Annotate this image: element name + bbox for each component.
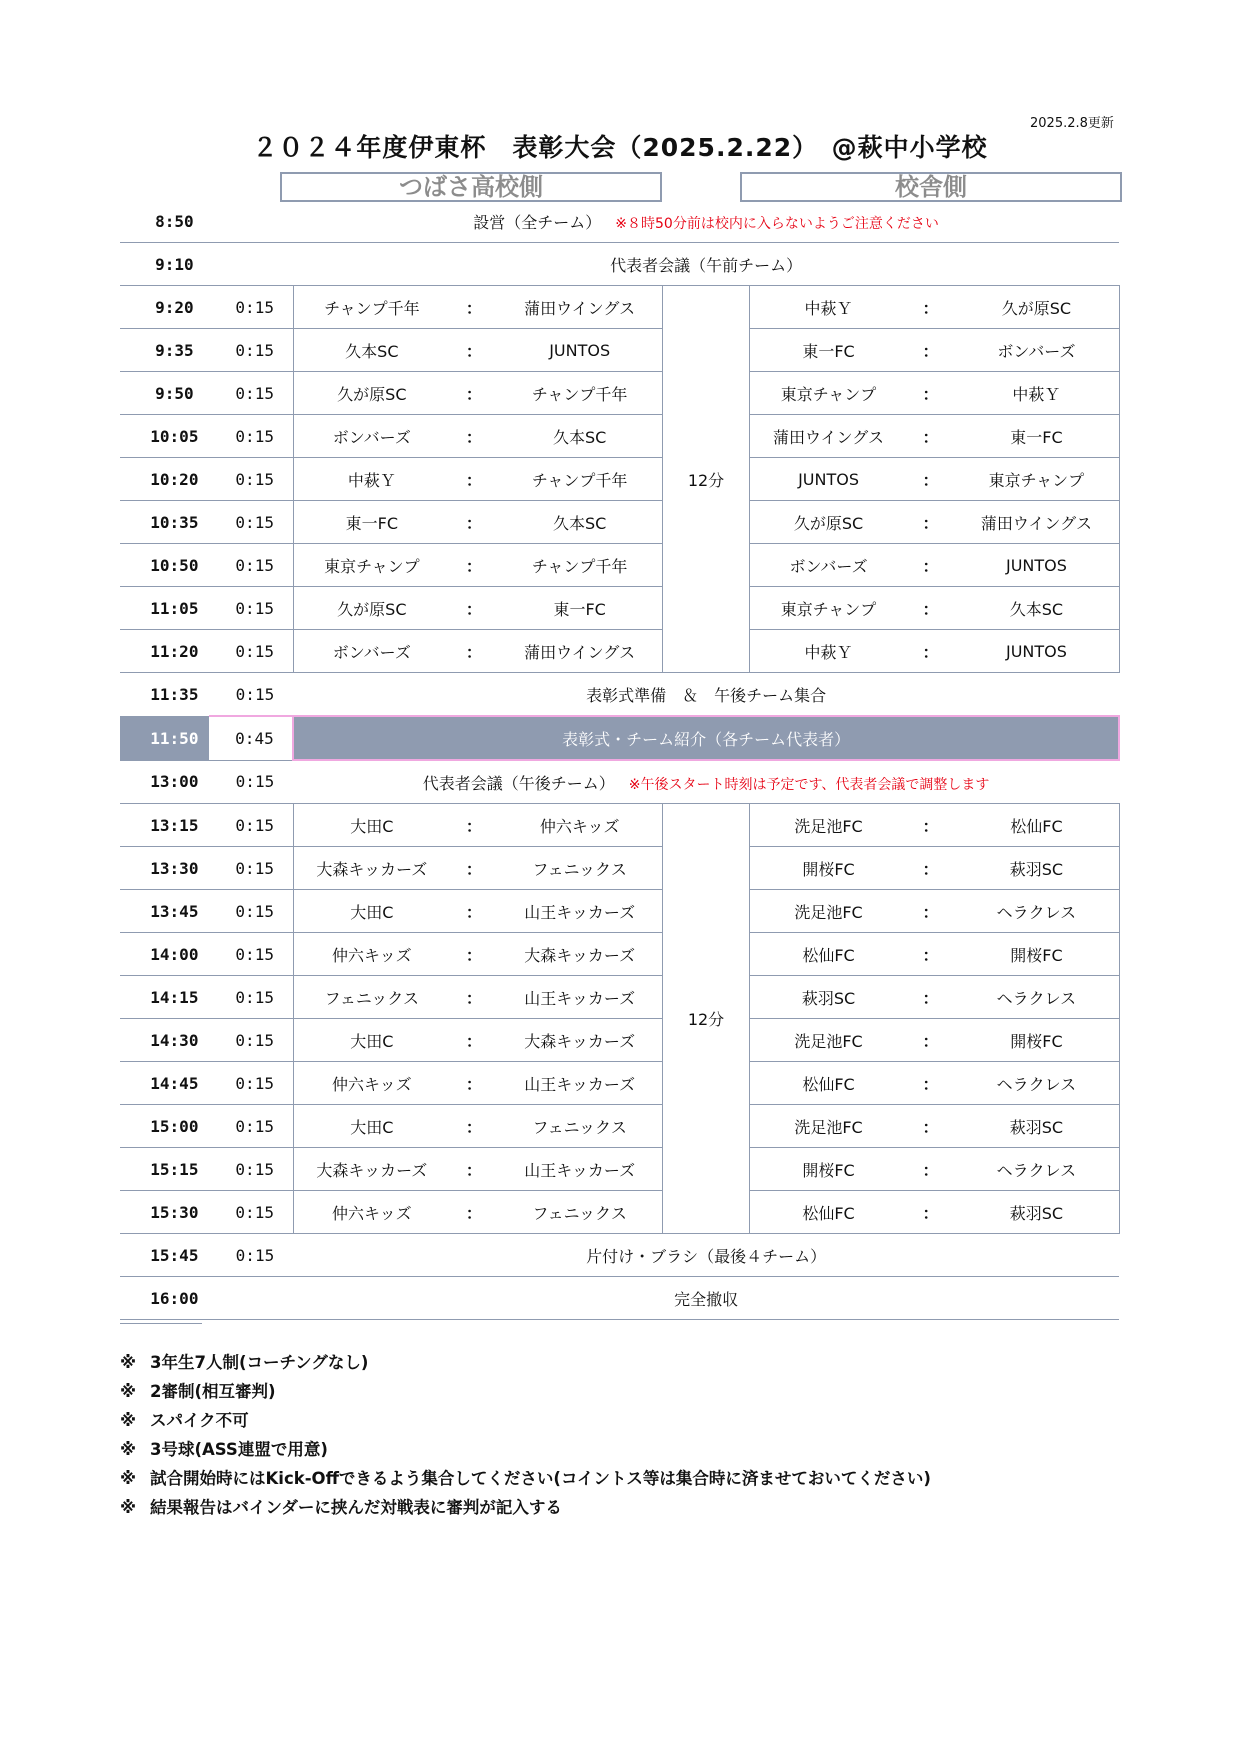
time-cell: 11:35 <box>120 673 209 717</box>
left-away-team: 山王キッカーズ <box>498 976 663 1019</box>
left-home-team: 大森キッカーズ <box>293 1148 450 1191</box>
right-home-team: 松仙FC <box>750 1062 907 1105</box>
duration-cell: 0:15 <box>209 847 293 890</box>
right-home-team: 開桜FC <box>750 847 907 890</box>
left-away-team: 山王キッカーズ <box>498 890 663 933</box>
vs-separator: ： <box>450 1105 498 1148</box>
event-text <box>293 760 1119 804</box>
right-away-team: ヘラクレス <box>954 976 1119 1019</box>
time-cell: 13:00 <box>120 760 209 804</box>
right-home-team: 洗足池FC <box>750 1019 907 1062</box>
left-away-team: 久本SC <box>498 501 663 544</box>
right-away-team: ヘラクレス <box>954 1148 1119 1191</box>
right-away-team: 萩羽SC <box>954 1105 1119 1148</box>
duration-cell: 0:15 <box>209 329 293 372</box>
vs-separator: ： <box>450 847 498 890</box>
duration-cell: 0:15 <box>209 804 293 847</box>
right-home-team: 中萩Ｙ <box>750 630 907 673</box>
left-home-team: 中萩Ｙ <box>293 458 450 501</box>
event-row-cleanup <box>120 1234 1119 1277</box>
time-cell: 11:20 <box>120 630 209 673</box>
left-home-team: チャンプ千年 <box>293 286 450 329</box>
vs-separator: ： <box>907 804 955 847</box>
right-away-team: 松仙FC <box>954 804 1119 847</box>
vs-separator: ： <box>450 976 498 1019</box>
right-away-team: ボンバーズ <box>954 329 1119 372</box>
time-cell: 11:05 <box>120 587 209 630</box>
time-cell: 15:30 <box>120 1191 209 1234</box>
left-home-team: 久が原SC <box>293 372 450 415</box>
vs-separator: ： <box>907 890 955 933</box>
time-cell: 15:45 <box>120 1234 209 1277</box>
duration-cell: 0:15 <box>209 458 293 501</box>
venue-header-right: 校舎側 <box>740 172 1122 202</box>
event-row-meeting_am <box>120 243 1119 286</box>
left-home-team: 東一FC <box>293 501 450 544</box>
time-cell: 8:50 <box>120 200 209 243</box>
vs-separator: ： <box>907 630 955 673</box>
match-row <box>120 329 1119 372</box>
vs-separator: ： <box>907 501 955 544</box>
match-interval: 12分 <box>662 804 750 1234</box>
vs-separator: ： <box>907 976 955 1019</box>
event-label: 完全撤収 <box>674 1289 739 1309</box>
right-home-team: 蒲田ウイングス <box>750 415 907 458</box>
time-cell: 15:00 <box>120 1105 209 1148</box>
right-away-team: ヘラクレス <box>954 1062 1119 1105</box>
left-away-team: 仲六キッズ <box>498 804 663 847</box>
duration-cell: 0:15 <box>209 673 293 717</box>
left-home-team: 大田C <box>293 1019 450 1062</box>
left-away-team: チャンプ千年 <box>498 544 663 587</box>
vs-separator: ： <box>907 329 955 372</box>
time-cell: 9:35 <box>120 329 209 372</box>
vs-separator: ： <box>450 1191 498 1234</box>
note-item <box>120 1493 931 1522</box>
left-home-team: 大田C <box>293 804 450 847</box>
vs-separator: ： <box>907 587 955 630</box>
time-cell: 16:00 <box>120 1277 209 1320</box>
duration-cell: 0:15 <box>209 760 293 804</box>
note-mark: ※ <box>120 1411 137 1430</box>
time-cell: 9:50 <box>120 372 209 415</box>
note-item <box>120 1464 931 1493</box>
vs-separator: ： <box>450 415 498 458</box>
match-row <box>120 933 1119 976</box>
vs-separator: ： <box>450 804 498 847</box>
vs-separator: ： <box>907 1062 955 1105</box>
right-away-team: 中萩Ｙ <box>954 372 1119 415</box>
event-text <box>293 200 1119 243</box>
vs-separator: ： <box>450 329 498 372</box>
event-row-meeting_pm <box>120 760 1119 804</box>
left-away-team: チャンプ千年 <box>498 372 663 415</box>
event-label: 設営（全チーム） <box>473 212 602 232</box>
duration-cell: 0:15 <box>209 1019 293 1062</box>
left-away-team: フェニックス <box>498 847 663 890</box>
note-text: 2審制(相互審判) <box>150 1382 276 1401</box>
left-home-team: 大森キッカーズ <box>293 847 450 890</box>
match-row <box>120 415 1119 458</box>
right-home-team: 久が原SC <box>750 501 907 544</box>
vs-separator: ： <box>450 1019 498 1062</box>
time-cell: 14:45 <box>120 1062 209 1105</box>
event-label: 代表者会議（午前チーム） <box>610 255 803 275</box>
right-away-team: 久本SC <box>954 587 1119 630</box>
left-away-team: 山王キッカーズ <box>498 1062 663 1105</box>
time-cell: 15:15 <box>120 1148 209 1191</box>
event-row-prep <box>120 673 1119 717</box>
vs-separator: ： <box>907 847 955 890</box>
vs-separator: ： <box>450 458 498 501</box>
right-home-team: ボンバーズ <box>750 544 907 587</box>
right-away-team: 蒲田ウイングス <box>954 501 1119 544</box>
match-row <box>120 458 1119 501</box>
duration-cell: 0:15 <box>209 1062 293 1105</box>
event-row-ceremony <box>120 716 1119 760</box>
note-text: 3年生7人制(コーチングなし) <box>150 1353 369 1372</box>
left-away-team: フェニックス <box>498 1105 663 1148</box>
duration-cell <box>209 1277 293 1320</box>
left-home-team: ボンバーズ <box>293 630 450 673</box>
right-home-team: 開桜FC <box>750 1148 907 1191</box>
updated-date: 2025.2.8更新 <box>1030 116 1114 131</box>
left-home-team: 東京チャンプ <box>293 544 450 587</box>
note-mark: ※ <box>120 1440 137 1459</box>
duration-cell: 0:15 <box>209 286 293 329</box>
left-away-team: 久本SC <box>498 415 663 458</box>
note-text: スパイク不可 <box>150 1411 249 1430</box>
duration-cell: 0:15 <box>209 415 293 458</box>
vs-separator: ： <box>907 933 955 976</box>
match-row <box>120 1105 1119 1148</box>
event-text <box>293 1277 1119 1320</box>
note-mark: ※ <box>120 1469 137 1488</box>
match-row <box>120 976 1119 1019</box>
vs-separator: ： <box>450 372 498 415</box>
vs-separator: ： <box>450 544 498 587</box>
duration-cell: 0:15 <box>209 890 293 933</box>
event-row-finish <box>120 1277 1119 1320</box>
right-away-team: 東京チャンプ <box>954 458 1119 501</box>
venue-header-left: つばさ高校側 <box>280 172 662 202</box>
vs-separator: ： <box>450 286 498 329</box>
left-home-team: 久本SC <box>293 329 450 372</box>
match-row <box>120 286 1119 329</box>
left-home-team: 大田C <box>293 890 450 933</box>
match-row <box>120 804 1119 847</box>
right-away-team: JUNTOS <box>954 544 1119 587</box>
time-cell: 13:45 <box>120 890 209 933</box>
time-cell: 10:20 <box>120 458 209 501</box>
time-cell: 13:30 <box>120 847 209 890</box>
time-cell: 14:15 <box>120 976 209 1019</box>
vs-separator: ： <box>450 630 498 673</box>
duration-cell <box>209 200 293 243</box>
duration-cell: 0:15 <box>209 372 293 415</box>
vs-separator: ： <box>907 1019 955 1062</box>
duration-cell: 0:15 <box>209 630 293 673</box>
left-away-team: 蒲田ウイングス <box>498 630 663 673</box>
page-title: ２０２４年度伊東杯 表彰大会（2025.2.22） @萩中小学校 <box>252 133 988 162</box>
vs-separator: ： <box>907 372 955 415</box>
duration-cell: 0:15 <box>209 933 293 976</box>
event-text <box>293 716 1119 760</box>
match-row <box>120 1191 1119 1234</box>
left-away-team: チャンプ千年 <box>498 458 663 501</box>
right-home-team: 萩羽SC <box>750 976 907 1019</box>
left-home-team: 仲六キッズ <box>293 1062 450 1105</box>
time-cell: 9:10 <box>120 243 209 286</box>
vs-separator: ： <box>907 1105 955 1148</box>
right-away-team: ヘラクレス <box>954 890 1119 933</box>
right-home-team: 松仙FC <box>750 1191 907 1234</box>
time-cell: 11:50 <box>120 716 209 760</box>
right-away-team: 東一FC <box>954 415 1119 458</box>
match-row <box>120 1062 1119 1105</box>
left-home-team: 久が原SC <box>293 587 450 630</box>
note-item <box>120 1377 931 1406</box>
event-warning: ※午後スタート時刻は予定です、代表者会議で調整します <box>628 776 990 793</box>
match-row <box>120 630 1119 673</box>
event-warning: ※８時50分前は校内に入らないようご注意ください <box>615 215 939 232</box>
vs-separator: ： <box>907 1148 955 1191</box>
event-text <box>293 673 1119 717</box>
duration-cell: 0:15 <box>209 1148 293 1191</box>
end-line <box>120 1323 202 1324</box>
right-away-team: 開桜FC <box>954 933 1119 976</box>
right-away-team: 萩羽SC <box>954 847 1119 890</box>
match-row <box>120 1148 1119 1191</box>
left-away-team: フェニックス <box>498 1191 663 1234</box>
right-home-team: JUNTOS <box>750 458 907 501</box>
left-home-team: ボンバーズ <box>293 415 450 458</box>
vs-separator: ： <box>907 286 955 329</box>
match-row <box>120 890 1119 933</box>
duration-cell: 0:15 <box>209 544 293 587</box>
right-home-team: 東京チャンプ <box>750 372 907 415</box>
note-item <box>120 1348 931 1377</box>
match-interval: 12分 <box>662 286 750 673</box>
duration-cell: 0:15 <box>209 1191 293 1234</box>
duration-cell: 0:15 <box>209 587 293 630</box>
event-row-setup <box>120 200 1119 243</box>
right-home-team: 松仙FC <box>750 933 907 976</box>
event-text <box>293 1234 1119 1277</box>
left-home-team: 大田C <box>293 1105 450 1148</box>
match-row <box>120 847 1119 890</box>
time-cell: 14:00 <box>120 933 209 976</box>
note-text: 結果報告はバインダーに挟んだ対戦表に審判が記入する <box>150 1498 562 1517</box>
right-home-team: 東一FC <box>750 329 907 372</box>
match-row <box>120 372 1119 415</box>
vs-separator: ： <box>450 1148 498 1191</box>
note-item <box>120 1435 931 1464</box>
left-home-team: 仲六キッズ <box>293 933 450 976</box>
vs-separator: ： <box>907 458 955 501</box>
note-mark: ※ <box>120 1353 137 1372</box>
left-away-team: JUNTOS <box>498 329 663 372</box>
event-label: 表彰式準備 ＆ 午後チーム集合 <box>586 685 827 705</box>
left-away-team: 大森キッカーズ <box>498 933 663 976</box>
duration-cell: 0:15 <box>209 1105 293 1148</box>
vs-separator: ： <box>907 1191 955 1234</box>
left-away-team: 山王キッカーズ <box>498 1148 663 1191</box>
left-away-team: 蒲田ウイングス <box>498 286 663 329</box>
vs-separator: ： <box>907 544 955 587</box>
right-away-team: JUNTOS <box>954 630 1119 673</box>
vs-separator: ： <box>450 890 498 933</box>
vs-separator: ： <box>450 1062 498 1105</box>
right-home-team: 洗足池FC <box>750 1105 907 1148</box>
duration-cell: 0:45 <box>209 716 293 760</box>
duration-cell <box>209 243 293 286</box>
duration-cell: 0:15 <box>209 976 293 1019</box>
notes-list <box>120 1348 931 1522</box>
right-home-team: 洗足池FC <box>750 890 907 933</box>
time-cell: 13:15 <box>120 804 209 847</box>
event-label: 片付け・ブラシ（最後４チーム） <box>586 1246 827 1266</box>
duration-cell: 0:15 <box>209 1234 293 1277</box>
match-row <box>120 544 1119 587</box>
right-home-team: 東京チャンプ <box>750 587 907 630</box>
note-mark: ※ <box>120 1382 137 1401</box>
time-cell: 10:35 <box>120 501 209 544</box>
right-home-team: 洗足池FC <box>750 804 907 847</box>
vs-separator: ： <box>450 587 498 630</box>
right-home-team: 中萩Ｙ <box>750 286 907 329</box>
vs-separator: ： <box>450 933 498 976</box>
left-home-team: 仲六キッズ <box>293 1191 450 1234</box>
note-item <box>120 1406 931 1435</box>
event-label: 表彰式・チーム紹介（各チーム代表者） <box>562 729 851 749</box>
match-row <box>120 587 1119 630</box>
left-away-team: 東一FC <box>498 587 663 630</box>
match-row <box>120 501 1119 544</box>
vs-separator: ： <box>450 501 498 544</box>
vs-separator: ： <box>907 415 955 458</box>
schedule-table <box>120 200 1120 1320</box>
note-mark: ※ <box>120 1498 137 1517</box>
event-text <box>293 243 1119 286</box>
note-text: 3号球(ASS連盟で用意) <box>150 1440 328 1459</box>
note-text: 試合開始時にはKick-Offできるよう集合してください(コイントス等は集合時に済ませておいてください) <box>150 1469 931 1488</box>
right-away-team: 開桜FC <box>954 1019 1119 1062</box>
event-label: 代表者会議（午後チーム） <box>422 773 615 793</box>
time-cell: 10:50 <box>120 544 209 587</box>
time-cell: 9:20 <box>120 286 209 329</box>
match-row <box>120 1019 1119 1062</box>
time-cell: 10:05 <box>120 415 209 458</box>
duration-cell: 0:15 <box>209 501 293 544</box>
left-home-team: フェニックス <box>293 976 450 1019</box>
right-away-team: 萩羽SC <box>954 1191 1119 1234</box>
time-cell: 14:30 <box>120 1019 209 1062</box>
right-away-team: 久が原SC <box>954 286 1119 329</box>
left-away-team: 大森キッカーズ <box>498 1019 663 1062</box>
